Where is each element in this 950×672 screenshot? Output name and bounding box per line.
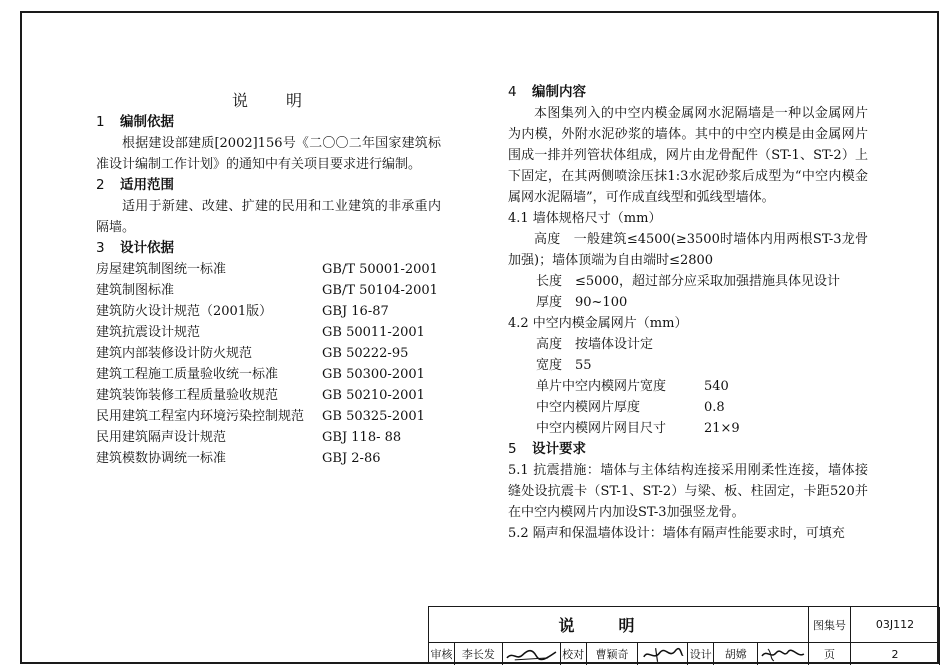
- wall-height: 高度 一般建筑≤4500(≥3500时墙体内用两根ST-3龙骨加强)；墙体顶端为自由端时≤2800: [508, 232, 868, 268]
- reviewer-name: 李长发: [455, 643, 503, 665]
- standard-code: GBJ 118- 88: [322, 430, 402, 445]
- standard-name: 建筑制图标准: [96, 283, 175, 298]
- standard-name: 建筑装饰装修工程质量验收规范: [96, 388, 279, 403]
- standard-name: 建筑内部装修设计防火规范: [96, 346, 253, 361]
- section-1-text: 根据建设部建质[2002]156号《二〇〇二年国家建筑标准设计编制工作计划》的通知中有关项目要求进行编制。: [96, 136, 441, 172]
- wall-length: 长度 ≤5000，超过部分应采取加强措施具体见设计: [536, 274, 840, 289]
- standard-name: 建筑防火设计规范（2001版）: [96, 304, 273, 319]
- mesh-spec-value: 21×9: [704, 421, 740, 436]
- mesh-spec-key: 单片中空内模网片宽度: [536, 379, 667, 394]
- standard-name: 建筑抗震设计规范: [96, 325, 201, 340]
- left-column: [96, 86, 441, 469]
- standard-row: [96, 343, 441, 364]
- standard-code: GB 50222-95: [322, 346, 409, 361]
- mesh-width: 宽度 55: [536, 358, 592, 373]
- standard-row: [96, 301, 441, 322]
- standards-list: [96, 259, 441, 469]
- section-5-2-text: 5.2 隔声和保温墙体设计：墙体有隔声性能要求时，可填充: [508, 526, 845, 541]
- standard-name: 建筑模数协调统一标准: [96, 451, 227, 466]
- checker-signature: [638, 643, 688, 665]
- designer-name: 胡嫦: [714, 643, 758, 665]
- standard-name: 民用建筑工程室内环境污染控制规范: [96, 409, 305, 424]
- check-label: 校对: [561, 643, 587, 665]
- section-2-text: 适用于新建、改建、扩建的民用和工业建筑的非承重内隔墙。: [96, 199, 441, 235]
- section-4-2-title: 4.2 中空内模金属网片（mm）: [508, 316, 688, 331]
- standard-code: GBJ 2-86: [322, 451, 381, 466]
- standard-code: GB 50011-2001: [322, 325, 425, 340]
- wall-thickness: 厚度 90~100: [536, 295, 628, 310]
- mesh-spec-key: 中空内模网片厚度: [536, 400, 641, 415]
- mesh-spec-list: [508, 376, 868, 439]
- section-4-1-title: 4.1 墙体规格尺寸（mm）: [508, 211, 662, 226]
- standard-name: 民用建筑隔声设计规范: [96, 430, 227, 445]
- standard-code: GB 50300-2001: [322, 367, 425, 382]
- checker-name: 曹颖奇: [587, 643, 639, 665]
- section-4-text: 本图集列入的中空内模金属网水泥隔墙是一种以金属网片为内模，外附水泥砂浆的墙体。其中的中空内模是由金属网片围成一排并列管状体组成，网片由龙骨配件（ST-1、ST-2）上下固定，在其两侧喷涂压抹1:3水泥砂浆后成型为“中空内模金属网水泥隔墙”，可作成直线型和弧线型墙体。: [508, 106, 868, 205]
- mesh-spec-value: 0.8: [704, 400, 725, 415]
- section-5-1-text: 5.1 抗震措施：墙体与主体结构连接采用刚柔性连接，墙体接缝处设抗震卡（ST-1、ST-2）与梁、板、柱固定，卡距520并在中空内模网片内加设ST-3加强竖龙骨。: [508, 463, 868, 520]
- title-block-side: [809, 607, 940, 665]
- standard-code: GBJ 16-87: [322, 304, 389, 319]
- section-5-heading: 5 设计要求: [508, 441, 586, 457]
- designer-signature: [758, 643, 808, 665]
- signature-row: [429, 643, 809, 665]
- atlas-label: 图集号: [809, 607, 851, 643]
- page-number: 2: [851, 643, 940, 665]
- section-4-heading: 4 编制内容: [508, 84, 586, 100]
- standard-name: 房屋建筑制图统一标准: [96, 262, 227, 277]
- standard-row: [96, 322, 441, 343]
- atlas-number: 03J112: [851, 607, 940, 643]
- standard-code: GB 50210-2001: [322, 388, 425, 403]
- review-label: 审核: [429, 643, 455, 665]
- right-column: [508, 82, 868, 544]
- section-1-heading: 1 编制依据: [96, 114, 174, 130]
- standard-row: [96, 385, 441, 406]
- mesh-spec-row: [508, 397, 868, 418]
- reviewer-signature: [503, 643, 561, 665]
- mesh-spec-row: [508, 376, 868, 397]
- mesh-height: 高度 按墙体设计定: [536, 337, 654, 352]
- design-label: 设计: [688, 643, 714, 665]
- title-block: [428, 606, 939, 664]
- page-title: 说明: [232, 91, 341, 110]
- title-block-title: 说明: [429, 607, 809, 643]
- mesh-spec-key: 中空内模网片网目尺寸: [536, 421, 667, 436]
- standard-row: [96, 427, 441, 448]
- mesh-spec-row: [508, 418, 868, 439]
- section-3-heading: 3 设计依据: [96, 240, 174, 256]
- mesh-spec-value: 540: [704, 379, 729, 394]
- standard-code: GB 50325-2001: [322, 409, 425, 424]
- page-label: 页: [809, 643, 851, 665]
- standard-row: [96, 259, 441, 280]
- standard-name: 建筑工程施工质量验收统一标准: [96, 367, 279, 382]
- standard-code: GB/T 50001-2001: [322, 262, 438, 277]
- standard-row: [96, 406, 441, 427]
- standard-row: [96, 280, 441, 301]
- standard-row: [96, 364, 441, 385]
- section-2-heading: 2 适用范围: [96, 177, 174, 193]
- standard-row: [96, 448, 441, 469]
- standard-code: GB/T 50104-2001: [322, 283, 438, 298]
